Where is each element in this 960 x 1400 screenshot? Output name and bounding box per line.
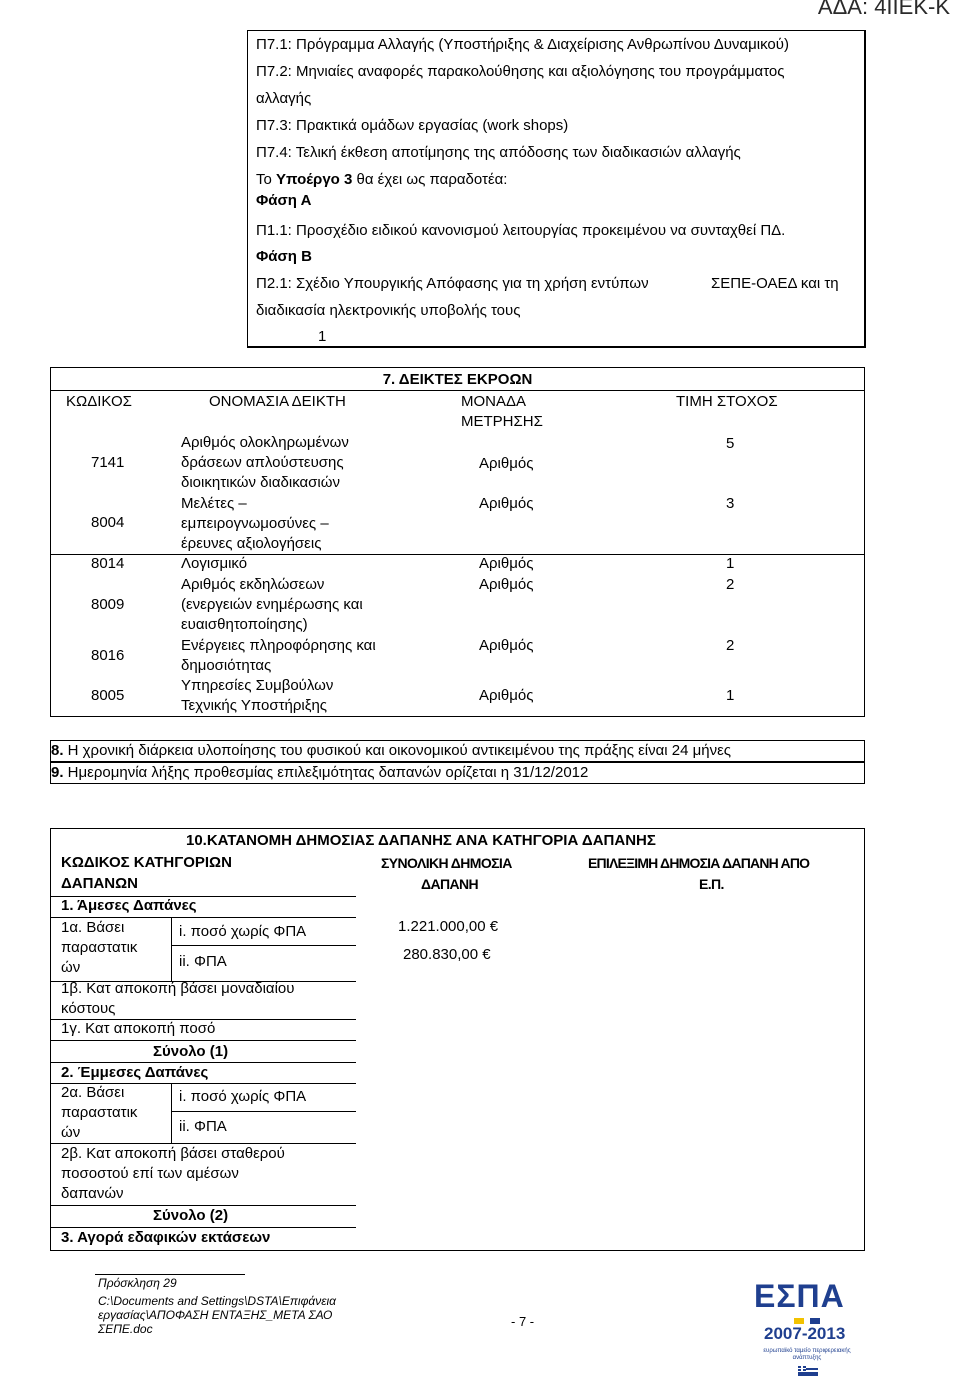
row-name: (ενεργειών ενημέρωσης και — [181, 596, 363, 613]
row-name: Λογισμικό — [181, 555, 248, 572]
indicators-title: 7. ΔΕΙΚΤΕΣ ΕΚΡΟΩΝ — [382, 371, 533, 388]
row-divider — [51, 1040, 356, 1041]
indicators-table — [50, 367, 865, 717]
unit-cost-label: 1β. Κατ αποκοπή βάσει μοναδιαίου — [61, 980, 295, 997]
row-name: Αριθμός ολοκληρωμένων — [181, 434, 349, 451]
deliverables-box — [247, 30, 866, 348]
row-code: 8004 — [91, 514, 125, 531]
deliverable-p7-2: Π7.2: Μηνιαίες αναφορές παρακολούθησης και αξιολόγησης του προγράμματος — [256, 63, 785, 80]
row-name: δράσεων απλούστευσης — [181, 454, 344, 471]
row-name: Υπηρεσίες Συμβούλων — [181, 677, 334, 694]
indirect-costs: 2. Έμμεσες Δαπάνες — [61, 1064, 209, 1081]
title-divider — [51, 390, 864, 391]
row-unit: Αριθμός — [479, 687, 534, 704]
allocation-table — [50, 828, 865, 1251]
direct-costs: 1. Άμεσες Δαπάνες — [61, 897, 197, 914]
subtotal-2: Σύνολο (2) — [153, 1207, 229, 1224]
flat-rate-label-cont: δαπανών — [61, 1185, 124, 1202]
row-code: 8005 — [91, 687, 125, 704]
deliverable-p7-2-cont: αλλαγής — [256, 90, 312, 107]
vat-label: ii. ΦΠΑ — [179, 1118, 227, 1135]
amount-excl-vat: 1.221.000,00 € — [398, 918, 499, 935]
row-target: 1 — [726, 555, 735, 572]
row-unit: Αριθμός — [479, 576, 534, 593]
row-target: 2 — [726, 576, 735, 593]
row-target: 2 — [726, 637, 735, 654]
receipts-label-cont: παραστατικ — [61, 1104, 138, 1121]
receipts-label-cont: ών — [61, 959, 81, 976]
row-name: διοικητικών διαδικασιών — [181, 474, 340, 491]
row-name: έρευνες αξιολογήσεις — [181, 535, 322, 552]
page-number: - 7 - — [511, 1314, 535, 1329]
receipts-label-cont: ών — [61, 1124, 81, 1141]
flat-rate-label: 2β. Κατ αποκοπή βάσει σταθερού — [61, 1145, 285, 1162]
footer-path-cont: εργασίας\ΑΠΟΦΑΣΗ ΕΝΤΑΞΗΣ_ΜΕΤΑ ΣΑΟ — [98, 1308, 333, 1322]
row-target: 3 — [726, 495, 735, 512]
row-code: 8016 — [91, 647, 125, 664]
row-name: δημοσιότητας — [181, 657, 272, 674]
row-name: Αριθμός εκδηλώσεων — [181, 576, 325, 593]
footer-call: Πρόσκληση 29 — [98, 1276, 177, 1290]
header-unit: ΜΟΝΑΔΑ — [461, 393, 527, 410]
land-purchase: 3. Αγορά εδαφικών εκτάσεων — [61, 1229, 271, 1246]
espa-logo-subtitle: ευρωπαϊκό ταμείο περιφερειακής ανάπτυξης — [763, 1348, 851, 1361]
header-unit-cont: ΜΕΤΡΗΣΗΣ — [461, 413, 543, 430]
vat-label: ii. ΦΠΑ — [179, 953, 227, 970]
header-name: ΟΝΟΜΑΣΙΑ ΔΕΙΚΤΗ — [209, 393, 346, 410]
box-number: 1 — [318, 328, 327, 345]
header-category: ΚΩΔΙΚΟΣ ΚΑΤΗΓΟΡΙΩΝ — [61, 854, 232, 871]
deliverable-p7-4: Π7.4: Τελική έκθεση αποτίμησης της απόδοσης των διαδικασιών αλλαγής — [256, 144, 741, 161]
subtotal-1: Σύνολο (1) — [153, 1043, 229, 1060]
header-eligible: ΕΠΙΛΕΞΙΜΗ ΔΗΜΟΣΙΑ ΔΑΠΑΝΗ ΑΠΟ — [588, 855, 810, 871]
footer-rule — [95, 1274, 245, 1275]
row-name: Τεχνικής Υποστήριξης — [181, 697, 328, 714]
lump-sum-label: 1γ. Κατ αποκοπή ποσό — [61, 1020, 216, 1037]
espa-logo-years: 2007-2013 — [764, 1324, 846, 1343]
header-eligible-cont: Ε.Π. — [699, 876, 724, 892]
allocation-title: 10.ΚΑΤΑΝΟΜΗ ΔΗΜΟΣΙΑΣ ΔΑΠΑΝΗΣ ΑΝΑ ΚΑΤΗΓΟΡΙΑ ΔΑΠΑΝΗΣ — [186, 832, 656, 849]
subproject-line: Το Υποέργο 3 θα έχει ως παραδοτέα: — [256, 171, 508, 188]
row-name: ευαισθητοποίησης) — [181, 616, 308, 633]
col-divider — [171, 917, 172, 981]
amount-excl-vat-label: i. ποσό χωρίς ΦΠΑ — [179, 923, 307, 940]
deliverable-p7-3: Π7.3: Πρακτικά ομάδων εργασίας (work shops) — [256, 117, 569, 134]
phase-a-heading: Φάση Α — [256, 192, 312, 209]
phase-b-heading: Φάση Β — [256, 248, 312, 265]
row-code: 7141 — [91, 454, 125, 471]
deliverable-p2-1-cont: διαδικασία ηλεκτρονικής υποβολής τους — [256, 302, 521, 319]
header-code: ΚΩΔΙΚΟΣ — [66, 393, 132, 410]
header-target: ΤΙΜΗ ΣΤΟΧΟΣ — [676, 393, 778, 410]
row-unit: Αριθμός — [479, 495, 534, 512]
row-divider — [51, 554, 864, 555]
receipts-label: 1α. Βάσει — [61, 919, 125, 936]
row-name: εμπειρογνωμοσύνες – — [181, 515, 329, 532]
row-target: 1 — [726, 687, 735, 704]
row-divider — [171, 945, 356, 946]
row-code: 8014 — [91, 555, 125, 572]
amount-vat: 280.830,00 € — [403, 946, 491, 963]
header-total: ΣΥΝΟΛΙΚΗ ΔΗΜΟΣΙΑ — [381, 855, 512, 871]
deliverable-p2-1: Π2.1: Σχέδιο Υπουργικής Απόφασης για τη χρήση εντύπων — [256, 275, 649, 292]
flat-rate-label-cont: ποσοστού επί των αμέσων — [61, 1165, 239, 1182]
espa-logo — [752, 1278, 862, 1378]
row-unit: Αριθμός — [479, 455, 534, 472]
amount-excl-vat-label: i. ποσό χωρίς ΦΠΑ — [179, 1088, 307, 1105]
deliverable-p2-1-tail: ΣΕΠΕ-ΟΑΕΔ και τη — [711, 275, 839, 292]
row-unit: Αριθμός — [479, 637, 534, 654]
receipts-label-cont: παραστατικ — [61, 939, 138, 956]
deliverable-p1-1: Π1.1: Προσχέδιο ειδικού κανονισμού λειτουργίας προκειμένου να συνταχθεί ΠΔ. — [256, 222, 786, 239]
deliverable-p7-1: Π7.1: Πρόγραμμα Αλλαγής (Υποστήριξης & Διαχείρισης Ανθρωπίνου Δυναμικού) — [256, 36, 789, 53]
espa-logo-text: ΕΣΠΑ — [754, 1278, 845, 1314]
row-code: 8009 — [91, 596, 125, 613]
header-category-cont: ΔΑΠΑΝΩΝ — [61, 875, 138, 892]
unit-cost-label-cont: κόστους — [61, 1000, 116, 1017]
footer-path: C:\Documents and Settings\DSTA\Επιφάνεια — [98, 1294, 337, 1308]
row-target: 5 — [726, 435, 735, 452]
row-unit: Αριθμός — [479, 555, 534, 572]
col-divider — [171, 1083, 172, 1143]
footer-path-cont: ΣΕΠΕ.doc — [98, 1322, 153, 1336]
receipts-label: 2α. Βάσει — [61, 1084, 125, 1101]
deadline-line: 9. Ημερομηνία λήξης προθεσμίας επιλεξιμότητας δαπανών ορίζεται η 31/12/2012 — [50, 762, 865, 784]
row-name: Ενέργειες πληροφόρησης και — [181, 637, 376, 654]
row-name: Μελέτες – — [181, 495, 247, 512]
ada-code: ΑΔΑ: 4ΙΙΕΚ-Κ — [817, 0, 950, 19]
header-total-cont: ΔΑΠΑΝΗ — [421, 876, 479, 892]
duration-line: 8. Η χρονική διάρκεια υλοποίησης του φυσικού και οικονομικού αντικειμένου της πράξης είναι 24 μήνες — [50, 740, 865, 762]
row-divider — [171, 1111, 356, 1112]
